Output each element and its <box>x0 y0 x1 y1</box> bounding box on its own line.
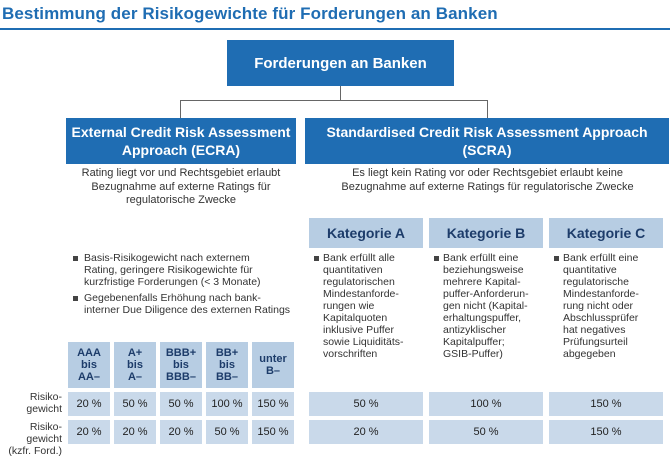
scra-risk-cell-a: 50 % <box>309 392 423 416</box>
ecra-short-cell: 20 % <box>68 420 110 444</box>
connector-horizontal <box>180 100 487 101</box>
category-a-text <box>313 252 425 360</box>
category-text-line: Bank erfüllt eine <box>563 252 639 264</box>
connector-root-down <box>340 86 341 100</box>
rating-line: BBB+ <box>165 347 197 359</box>
row-label-short-term <box>0 421 62 457</box>
rating-line: bis <box>127 359 143 371</box>
ecra-title-line2: Approach (ECRA) <box>121 142 241 158</box>
category-text-line: mehrere Kapital- <box>443 276 521 288</box>
rating-header-under-b <box>252 342 294 388</box>
bullet-line: interner Due Diligence des externen Ratings <box>84 304 291 316</box>
bullet-line: Rating, geringere Risikogewichte für <box>84 264 253 276</box>
scra-description <box>315 167 660 194</box>
category-text-line: Bank erfüllt eine <box>443 252 519 264</box>
category-c-header: Kategorie C <box>549 218 663 248</box>
ecra-short-cell: 20 % <box>114 420 156 444</box>
rating-line: A– <box>127 371 143 383</box>
ecra-desc-line: Bezugnahme auf externe Ratings für <box>91 180 271 193</box>
category-text-line: GSIB-Puffer) <box>443 348 503 360</box>
category-text-line: regulatorischen <box>323 276 395 288</box>
scra-short-cell-b: 50 % <box>429 420 543 444</box>
title-divider <box>0 28 670 30</box>
category-text-line: inklusive Puffer <box>323 324 395 336</box>
scra-box <box>305 118 669 164</box>
category-text-line: Abschlussprüfer <box>563 312 639 324</box>
scra-desc-line: Es liegt kein Rating vor oder Rechtsgebiet erlaubt keine <box>352 167 623 179</box>
rating-header-bb <box>206 342 248 388</box>
bullet-line: kurzfristige Forderungen (< 3 Monate) <box>84 276 261 288</box>
category-text-line: sowie Liquiditäts- <box>323 336 404 348</box>
row-label-line: gewicht <box>26 433 62 445</box>
category-text-line: Kapitalquoten <box>323 312 388 324</box>
rating-line: AAA <box>77 347 101 359</box>
category-text-line: vorschriften <box>323 348 378 360</box>
rating-line: B– <box>265 365 281 377</box>
rating-line: bis <box>173 359 189 371</box>
rating-line: BB– <box>215 371 238 383</box>
category-text-line: Bank erfüllt alle <box>323 252 395 264</box>
root-box: Forderungen an Banken <box>227 40 454 86</box>
category-text-line: puffer-Anforderun- <box>443 288 529 300</box>
ecra-short-cell: 20 % <box>160 420 202 444</box>
row-label-line: (kzfr. Ford.) <box>8 445 62 457</box>
scra-short-cell-c: 150 % <box>549 420 663 444</box>
category-text-line: Kapitalpuffer; <box>443 336 505 348</box>
ecra-risk-cell: 150 % <box>252 392 294 416</box>
rating-line: A+ <box>127 347 143 359</box>
category-text-line: rungen wie <box>323 300 375 312</box>
category-text-line: abgegeben <box>563 348 616 360</box>
category-text-line: regulatorische <box>563 276 629 288</box>
category-text-line: hat negatives <box>563 324 626 336</box>
category-text-line: quantitativen <box>323 264 383 276</box>
rating-header-bbb <box>160 342 202 388</box>
ecra-bullet-list <box>72 252 304 320</box>
category-c-text <box>553 252 665 360</box>
rating-line: bis <box>81 359 97 371</box>
category-text-line: Mindestanforde- <box>563 288 639 300</box>
row-label-line: gewicht <box>26 403 62 415</box>
scra-short-cell-a: 20 % <box>309 420 423 444</box>
category-b-header: Kategorie B <box>429 218 543 248</box>
scra-risk-cell-c: 150 % <box>549 392 663 416</box>
ecra-risk-cell: 20 % <box>68 392 110 416</box>
category-text-line: rung nicht oder <box>563 300 634 312</box>
category-text-line: gen nicht (Kapital- <box>443 300 528 312</box>
scra-desc-line: Bezugnahme auf externe Ratings für regulatorische Zwecke <box>341 180 634 193</box>
ecra-short-cell: 150 % <box>252 420 294 444</box>
rating-header-a <box>114 342 156 388</box>
scra-risk-cell-b: 100 % <box>429 392 543 416</box>
ecra-bullet <box>72 292 304 316</box>
ecra-box <box>66 118 296 164</box>
ecra-risk-cell: 100 % <box>206 392 248 416</box>
ecra-short-cell: 50 % <box>206 420 248 444</box>
rating-line: unter <box>259 353 287 365</box>
page-title: Bestimmung der Risikogewichte für Forderungen an Banken <box>2 4 498 23</box>
bullet-line: Gegebenenfalls Erhöhung nach bank- <box>84 292 261 304</box>
row-label-line: Risiko- <box>29 421 62 433</box>
category-text-line: antizyklischer <box>443 324 507 336</box>
ecra-risk-cell: 50 % <box>114 392 156 416</box>
bullet-line: Basis-Risikogewicht nach externem <box>84 252 250 264</box>
category-text-line: Prüfungsurteil <box>563 336 628 348</box>
category-text-line: erhaltungspuffer, <box>443 312 522 324</box>
rating-line: BB+ <box>215 347 239 359</box>
category-a-header: Kategorie A <box>309 218 423 248</box>
category-text-line: quantitative <box>563 264 617 276</box>
ecra-risk-cell: 50 % <box>160 392 202 416</box>
rating-line: BBB– <box>166 371 196 383</box>
rating-line: bis <box>219 359 235 371</box>
ecra-description <box>70 167 292 208</box>
row-label-risk-weight <box>0 391 62 415</box>
ecra-title-line1: External Credit Risk Assessment <box>71 124 291 140</box>
connector-scra <box>487 100 488 118</box>
category-text-line: beziehungsweise <box>443 264 524 276</box>
ecra-desc-line: Rating liegt vor und Rechtsgebiet erlaubt <box>81 167 281 179</box>
category-text-line: Mindestanforde- <box>323 288 399 300</box>
category-b-text <box>433 252 545 360</box>
ecra-bullet <box>72 252 304 288</box>
scra-title-line2: (SCRA) <box>462 142 512 158</box>
rating-header-aaa <box>68 342 110 388</box>
row-label-line: Risiko- <box>29 391 62 403</box>
rating-line: AA– <box>77 371 100 383</box>
scra-title-line1: Standardised Credit Risk Assessment Approach <box>326 124 648 140</box>
connector-ecra <box>180 100 181 118</box>
ecra-desc-line: regulatorische Zwecke <box>125 194 237 206</box>
